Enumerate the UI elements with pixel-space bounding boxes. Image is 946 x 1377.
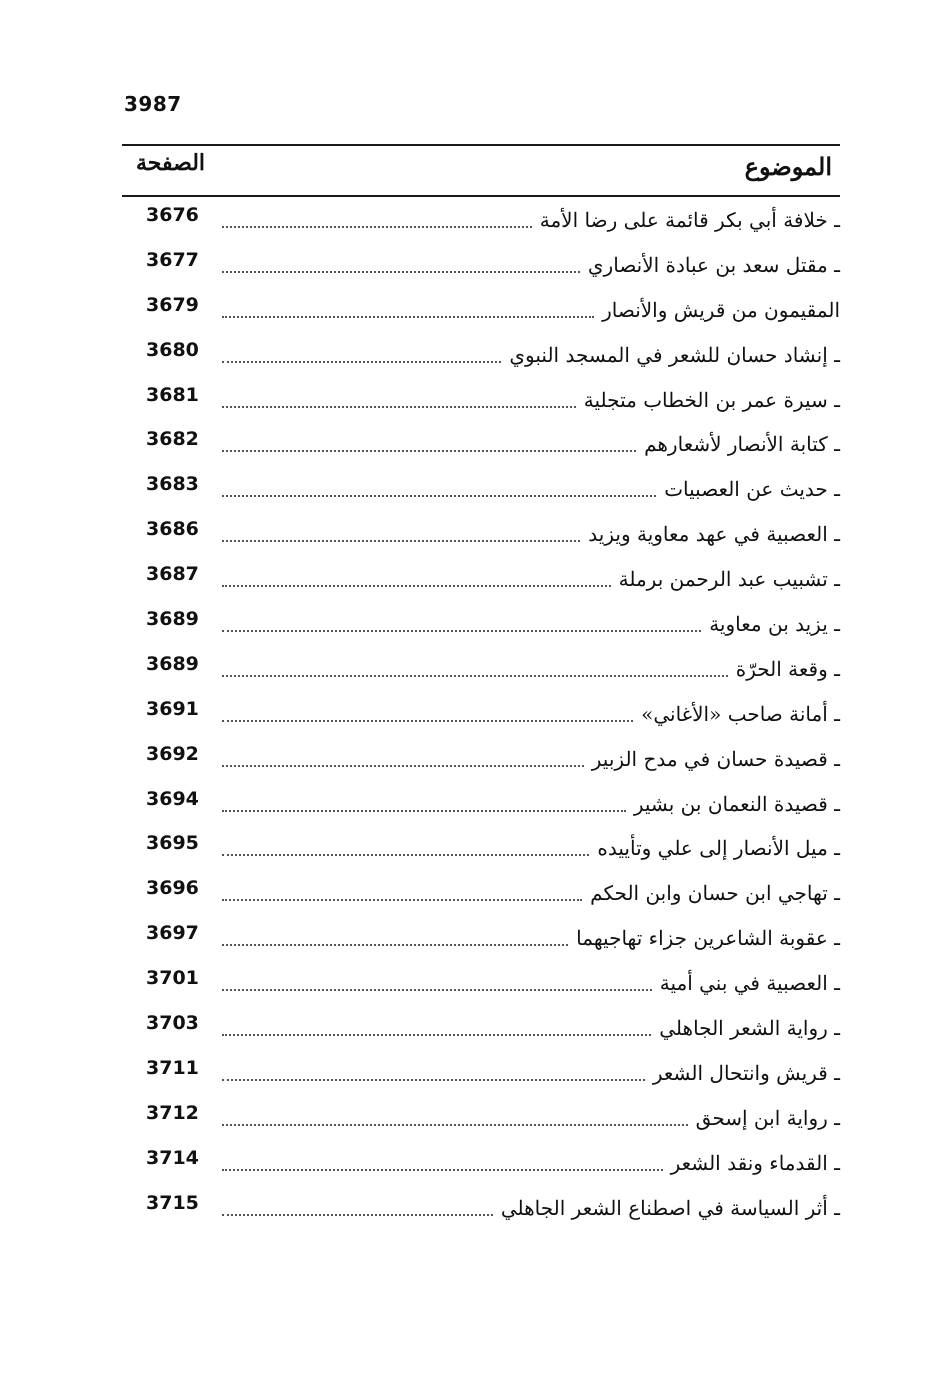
dot-leader [222, 720, 633, 722]
toc-entry-title: ـ تهاجي ابن حسان وابن الحكم [582, 881, 840, 905]
toc-entry-page: 3696 [146, 877, 199, 900]
toc-entry-title: ـ خلافة أبي بكر قائمة على رضا الأمة [532, 208, 840, 232]
toc-entry [122, 739, 840, 784]
toc-entry [122, 245, 840, 290]
header-top-rule [122, 144, 840, 146]
dot-leader [222, 406, 576, 408]
toc-entry-title: ـ قصيدة حسان في مدح الزبير [584, 747, 840, 771]
toc-entry-page: 3681 [146, 383, 199, 406]
toc-entry-page: 3697 [146, 922, 199, 945]
dot-leader [222, 675, 728, 677]
toc-entry-page: 3689 [146, 608, 199, 631]
toc-entry-title: ـ رواية الشعر الجاهلي [651, 1016, 840, 1040]
toc-entry-page: 3694 [146, 787, 199, 810]
table-header [122, 148, 840, 194]
toc-entry [122, 200, 840, 245]
toc-entry-page: 3683 [146, 473, 199, 496]
toc-entry [122, 290, 840, 335]
toc-entry [122, 918, 840, 963]
toc-entry-title: ـ رواية ابن إسحق [688, 1106, 840, 1130]
toc-entry-title: ـ وقعة الحرّة [728, 657, 840, 681]
dot-leader [222, 1034, 651, 1036]
toc-entry-page: 3695 [146, 832, 199, 855]
dot-leader [222, 989, 652, 991]
toc-entry-page: 3686 [146, 518, 199, 541]
toc-list [122, 200, 840, 1232]
toc-entry [122, 1098, 840, 1143]
toc-entry-title: ـ حديث عن العصبيات [656, 477, 840, 501]
toc-entry-title: ـ قريش وانتحال الشعر [645, 1061, 840, 1085]
dot-leader [222, 810, 626, 812]
dot-leader [222, 450, 636, 452]
topic-column-header: الموضوع [744, 152, 832, 181]
toc-entry-title: ـ العصبية في عهد معاوية ويزيد [580, 522, 840, 546]
toc-entry [122, 1143, 840, 1188]
toc-entry [122, 649, 840, 694]
toc-entry [122, 604, 840, 649]
toc-entry [122, 828, 840, 873]
toc-entry [122, 469, 840, 514]
toc-entry [122, 694, 840, 739]
dot-leader [222, 1124, 688, 1126]
toc-entry-title: ـ عقوبة الشاعرين جزاء تهاجيهما [568, 926, 840, 950]
toc-entry [122, 1053, 840, 1098]
toc-entry [122, 514, 840, 559]
toc-entry-page: 3715 [146, 1191, 199, 1214]
dot-leader [222, 585, 611, 587]
toc-entry [122, 784, 840, 829]
dot-leader [222, 630, 701, 632]
toc-entry-page: 3692 [146, 742, 199, 765]
toc-entry-page: 3679 [146, 293, 199, 316]
toc-entry-title: ـ ميل الأنصار إلى علي وتأييده [589, 836, 840, 860]
dot-leader [222, 1214, 493, 1216]
toc-entry-page: 3680 [146, 338, 199, 361]
toc-entry-page: 3712 [146, 1101, 199, 1124]
dot-leader [222, 1079, 645, 1081]
dot-leader [222, 226, 532, 228]
toc-entry-page: 3701 [146, 967, 199, 990]
toc-entry [122, 873, 840, 918]
toc-entry [122, 559, 840, 604]
dot-leader [222, 361, 501, 363]
toc-entry-title: المقيمون من قريش والأنصار [594, 298, 840, 322]
toc-entry-page: 3691 [146, 697, 199, 720]
toc-entry-title: ـ أمانة صاحب «الأغاني» [633, 702, 840, 726]
toc-entry-page: 3714 [146, 1146, 199, 1169]
toc-entry-title: ـ العصبية في بني أمية [652, 971, 840, 995]
toc-entry-page: 3711 [146, 1056, 199, 1079]
toc-entry [122, 424, 840, 469]
dot-leader [222, 316, 594, 318]
toc-entry [122, 1188, 840, 1233]
page-number: 3987 [124, 92, 182, 116]
toc-entry [122, 380, 840, 425]
toc-entry-title: ـ أثر السياسة في اصطناع الشعر الجاهلي [493, 1196, 840, 1220]
toc-entry-title: ـ تشبيب عبد الرحمن برملة [611, 567, 840, 591]
toc-entry-title: ـ مقتل سعد بن عبادة الأنصاري [580, 253, 840, 277]
toc-entry [122, 1008, 840, 1053]
dot-leader [222, 271, 580, 273]
toc-entry-page: 3687 [146, 563, 199, 586]
dot-leader [222, 854, 589, 856]
dot-leader [222, 899, 582, 901]
dot-leader [222, 944, 568, 946]
dot-leader [222, 540, 580, 542]
dot-leader [222, 1169, 663, 1171]
dot-leader [222, 495, 656, 497]
toc-entry-title: ـ القدماء ونقد الشعر [663, 1151, 840, 1175]
header-bottom-rule [122, 195, 840, 197]
toc-entry-page: 3682 [146, 428, 199, 451]
toc-entry-page: 3703 [146, 1012, 199, 1035]
toc-entry-title: ـ إنشاد حسان للشعر في المسجد النبوي [501, 343, 840, 367]
toc-entry-title: ـ قصيدة النعمان بن بشير [626, 792, 840, 816]
page-column-header: الصفحة [136, 150, 206, 176]
toc-entry-page: 3677 [146, 248, 199, 271]
toc-entry-title: ـ سيرة عمر بن الخطاب متجلية [576, 388, 840, 412]
dot-leader [222, 765, 584, 767]
toc-entry-page: 3676 [146, 204, 199, 226]
toc-entry-title: ـ يزيد بن معاوية [701, 612, 840, 636]
toc-entry-title: ـ كتابة الأنصار لأشعارهم [636, 432, 840, 456]
toc-entry [122, 335, 840, 380]
toc-entry [122, 963, 840, 1008]
toc-entry-page: 3689 [146, 652, 199, 675]
